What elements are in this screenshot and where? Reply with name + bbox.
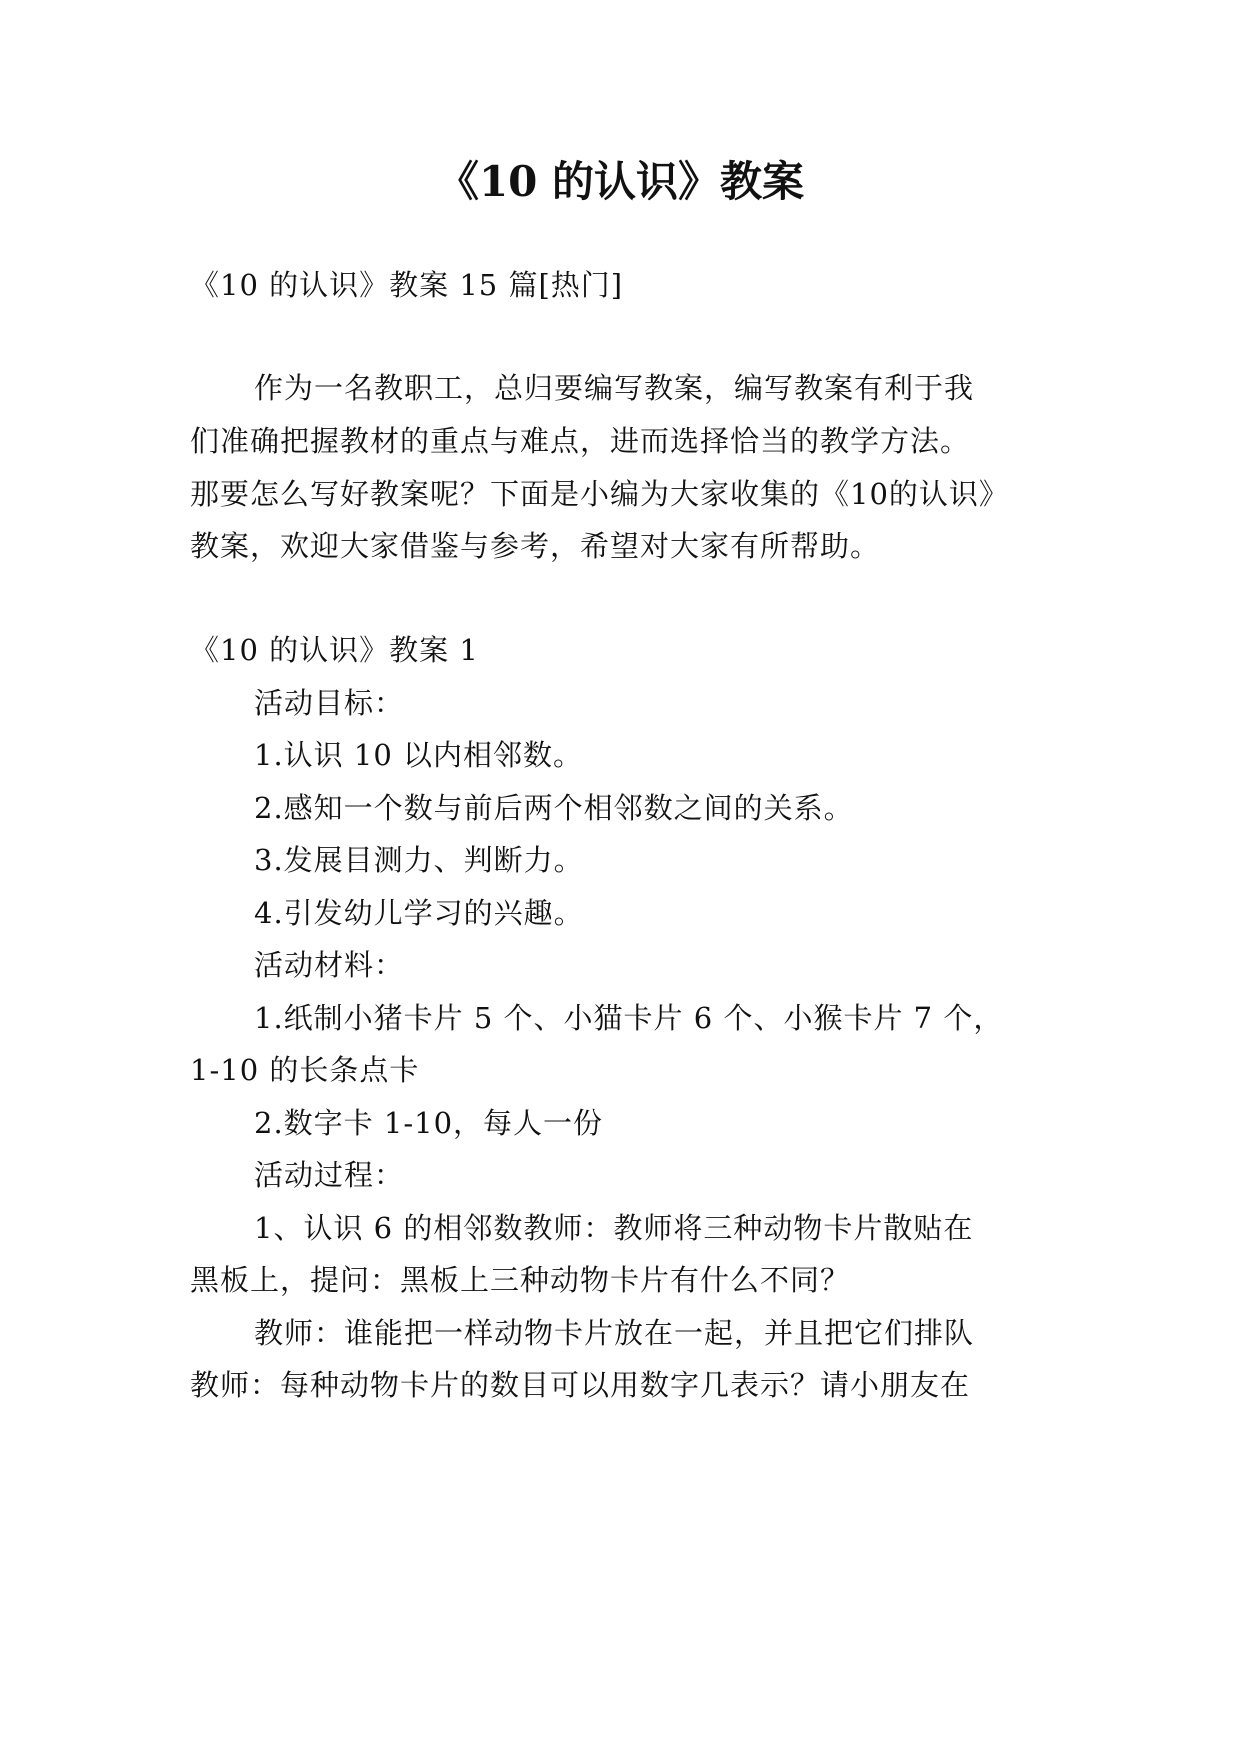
document-subtitle: 《10 的认识》教案 15 篇[热门] — [190, 268, 624, 302]
intro-line: 作为一名教职工，总归要编写教案，编写教案有利于我 — [254, 371, 975, 405]
process-heading: 活动过程： — [254, 1158, 405, 1192]
document-title: 《10 的认识》教案 — [436, 157, 805, 206]
materials-heading: 活动材料： — [254, 948, 405, 982]
materials-item: 2.数字卡 1-10，每人一份 — [254, 1106, 604, 1140]
process-step-continued: 教师：每种动物卡片的数目可以用数字几表示？请小朋友在 — [190, 1368, 971, 1402]
goal-item: 2.感知一个数与前后两个相邻数之间的关系。 — [254, 791, 854, 825]
goals-heading: 活动目标： — [254, 686, 405, 720]
intro-line: 教案，欢迎大家借鉴与参考，希望对大家有所帮助。 — [190, 529, 881, 563]
process-step-continued: 黑板上，提问：黑板上三种动物卡片有什么不同？ — [190, 1263, 851, 1297]
goal-item: 4.引发幼儿学习的兴趣。 — [254, 896, 584, 930]
materials-item: 1.纸制小猪卡片 5 个、小猫卡片 6 个、小猴卡片 7 个， — [254, 1001, 1004, 1035]
process-step: 1、认识 6 的相邻数教师：教师将三种动物卡片散贴在 — [254, 1211, 974, 1245]
section-heading: 《10 的认识》教案 1 — [190, 633, 479, 667]
intro-line: 那要怎么写好教案呢？下面是小编为大家收集的《10的认识》 — [190, 477, 1009, 511]
process-step: 教师：谁能把一样动物卡片放在一起，并且把它们排队 — [254, 1316, 975, 1350]
materials-item-continued: 1-10 的长条点卡 — [190, 1053, 420, 1087]
goal-item: 3.发展目测力、判断力。 — [254, 843, 584, 877]
goal-item: 1.认识 10 以内相邻数。 — [254, 738, 584, 772]
intro-line: 们准确把握教材的重点与难点，进而选择恰当的教学方法。 — [190, 424, 971, 458]
